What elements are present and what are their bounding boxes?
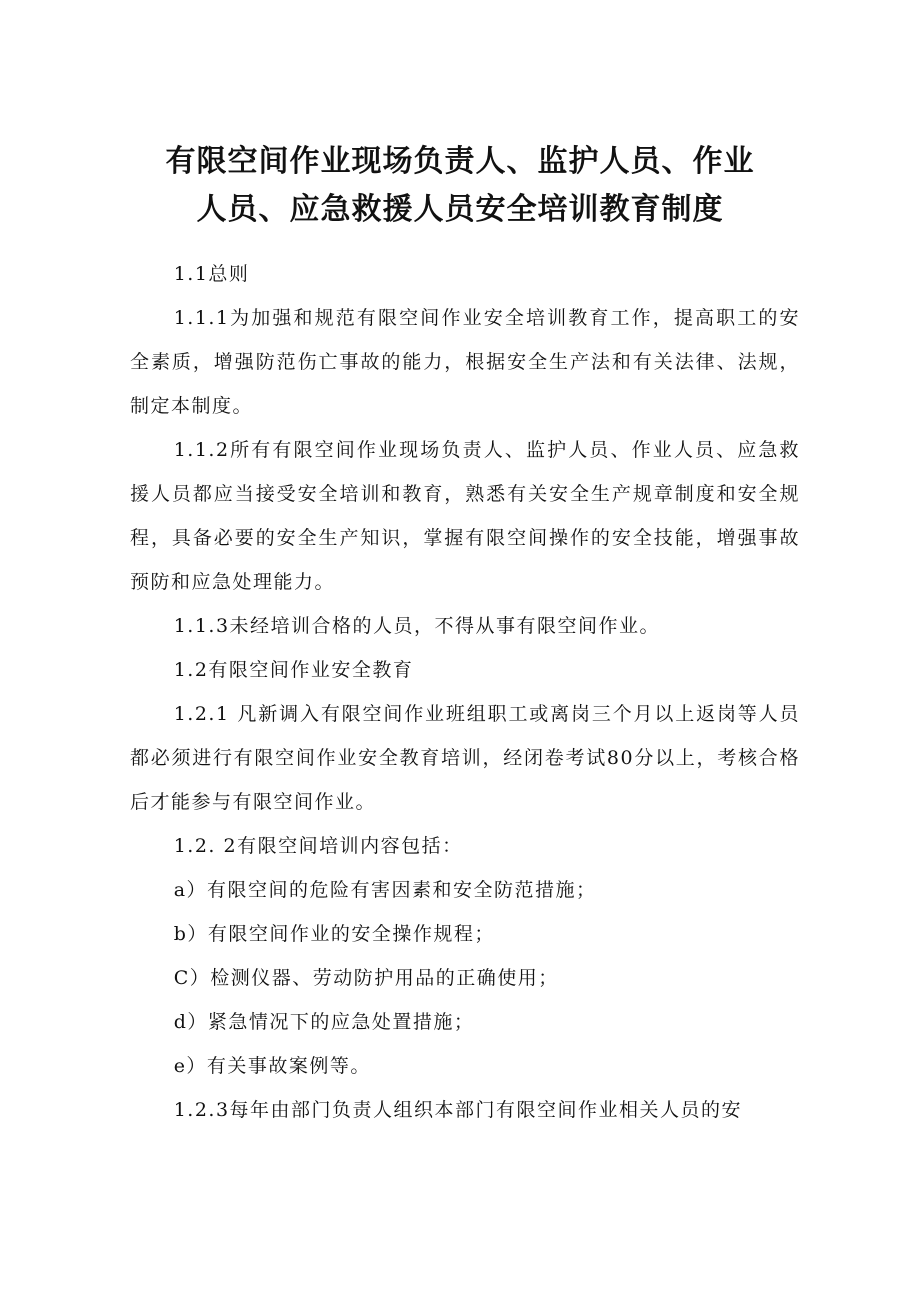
- list-item-a: a）有限空间的危险有害因素和安全防范措施；: [173, 879, 597, 901]
- section-heading-safety-education: 1.2有限空间作业安全教育: [173, 659, 414, 681]
- paragraph-1-1-1: 1.1.1为加强和规范有限空间作业安全培训教育工作，提高职工的安全素质，增强防范伤亡事故的能力，根据安全生产法和有关法律、法规，制定本制度。: [130, 307, 800, 417]
- list-item-e: e）有关事故案例等。: [173, 1055, 371, 1077]
- section-heading-general: 1.1总则: [173, 263, 250, 285]
- list-item-b: b）有限空间作业的安全操作规程；: [173, 923, 495, 945]
- paragraph-1-2-1: 1.2.1 凡新调入有限空间作业班组职工或离岗三个月以上返岗等人员都必须进行有限空间作业安全教育培训，经闭卷考试80分以上，考核合格后才能参与有限空间作业。: [130, 703, 800, 813]
- list-item-c: C）检测仪器、劳动防护用品的正确使用；: [173, 967, 559, 989]
- list-item-d: d）紧急情况下的应急处置措施；: [173, 1011, 475, 1033]
- document-body: [130, 252, 800, 1132]
- paragraph-1-2-3: 1.2.3每年由部门负责人组织本部门有限空间作业相关人员的安: [173, 1099, 743, 1121]
- paragraph-1-2-2: 1.2. 2有限空间培训内容包括：: [173, 835, 463, 857]
- paragraph-1-1-2: 1.1.2所有有限空间作业现场负责人、监护人员、作业人员、应急救援人员都应当接受安全培训和教育，熟悉有关安全生产规章制度和安全规程，具备必要的安全生产知识，掌握有限空间操作的安全技能，增强事故预防和应急处理能力。: [130, 439, 800, 593]
- document-title-line-1: 有限空间作业现场负责人、监护人员、作业: [165, 144, 755, 179]
- document-title-line-2: 人员、应急救援人员安全培训教育制度: [196, 192, 724, 227]
- paragraph-1-1-3: 1.1.3未经培训合格的人员，不得从事有限空间作业。: [173, 615, 661, 637]
